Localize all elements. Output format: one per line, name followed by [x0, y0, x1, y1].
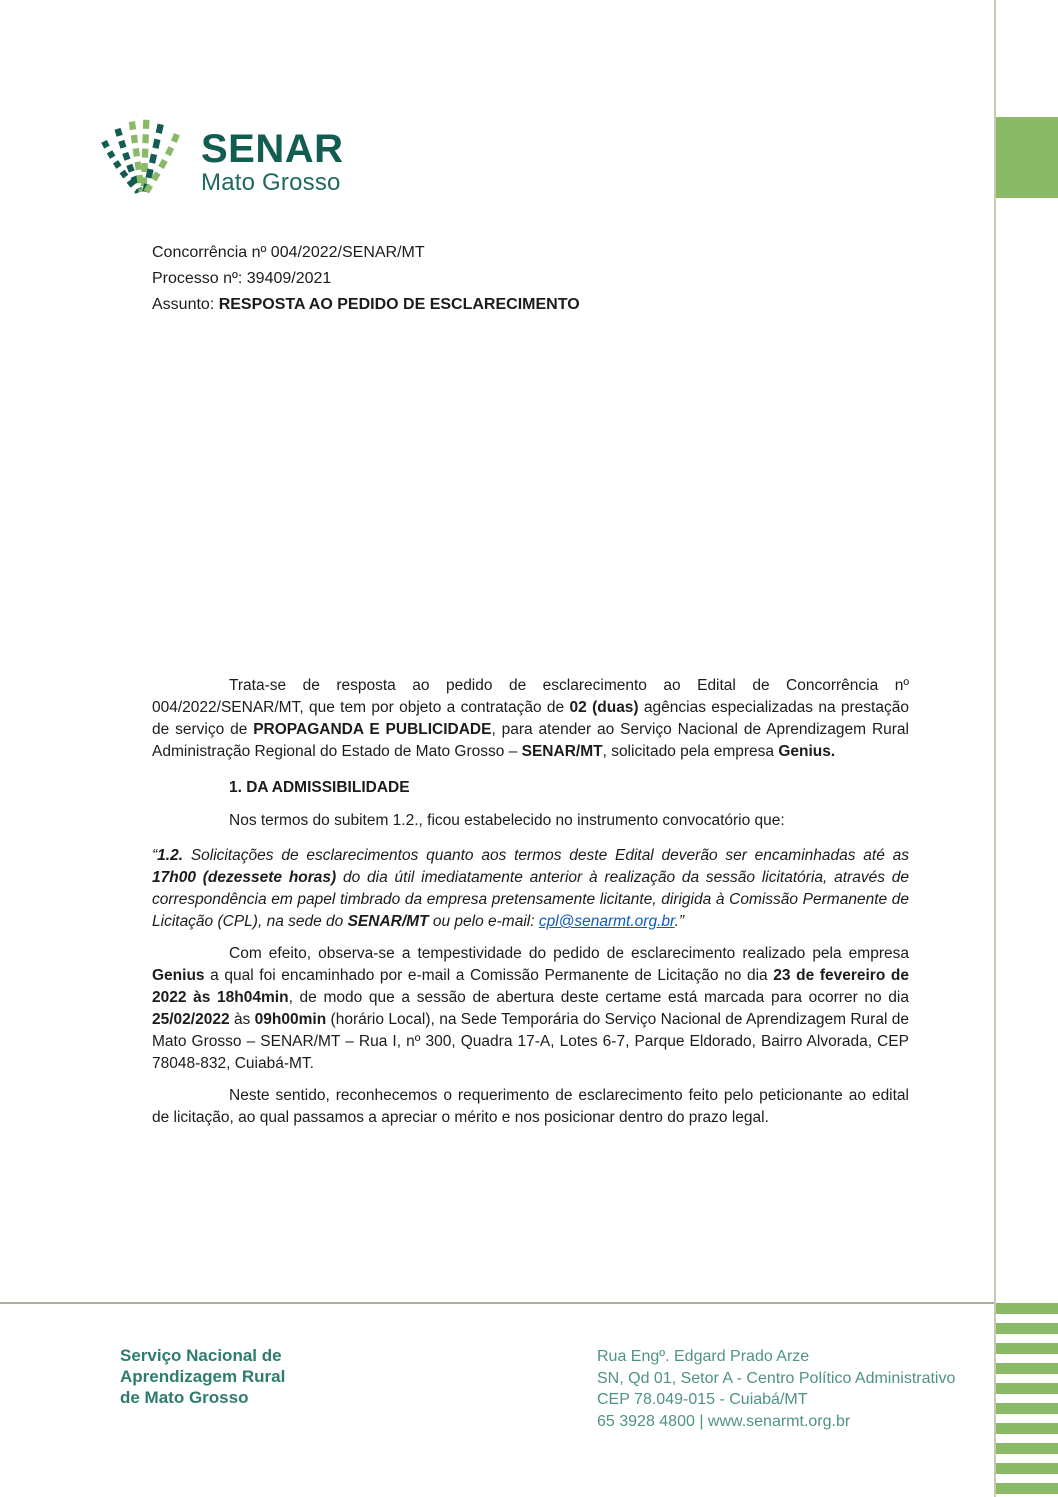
- logo-subtitle: Mato Grosso: [201, 169, 341, 196]
- text-run: 09h00min: [254, 1011, 327, 1028]
- text-run: 1.2.: [157, 847, 184, 864]
- right-edge-vertical-line: [994, 0, 996, 1497]
- footer-address-line: Rua Engº. Edgard Prado Arze: [597, 1348, 810, 1365]
- text-run: “: [152, 847, 158, 864]
- text-run: SENAR/MT: [347, 913, 429, 930]
- paragraph-neste-sentido: Neste sentido, reconhecemos o requerimento de esclarecimento feito pelo peticionante ao edital de licitação, ao qual passamos a apreciar o mérito e nos posicionar dentro do prazo legal.: [152, 1087, 909, 1126]
- email-link[interactable]: cpl@senarmt.org.br: [538, 913, 675, 930]
- text-run: , solicitado pela empresa: [602, 743, 779, 760]
- text-run: , para atender ao Serviço Nacional de Aprendizagem Rural Administração Regional do Estado de Mato Grosso –: [152, 721, 909, 760]
- reference-line-processo: Processo nº: 39409/2021: [152, 270, 332, 287]
- reference-line-concorrencia: Concorrência nº 004/2022/SENAR/MT: [152, 244, 425, 261]
- footer-address-line: SN, Qd 01, Setor A - Centro Político Administrativo: [597, 1369, 956, 1387]
- senar-logo-icon: [95, 110, 185, 198]
- quote-subitem-1-2: [152, 845, 909, 933]
- text-run: a qual foi encaminhado por e-mail a Comissão Permanente de Licitação no dia: [204, 967, 774, 984]
- paragraph-nos-termos: Nos termos do subitem 1.2., ficou estabelecido no instrumento convocatório que:: [229, 812, 785, 829]
- assunto-value: RESPOSTA AO PEDIDO DE ESCLARECIMENTO: [218, 296, 580, 313]
- assunto-label: Assunto:: [152, 296, 219, 313]
- text-run: Solicitações de esclarecimentos quanto aos termos deste Edital deverão ser encaminhadas até as: [183, 847, 909, 864]
- text-run: .”: [674, 913, 685, 930]
- footer-address-line: CEP 78.049-015 - Cuiabá/MT: [597, 1391, 808, 1408]
- footer-org-name: [120, 1345, 285, 1408]
- text-run: 23 de fevereiro de 2022 às 18h04min: [152, 967, 909, 1006]
- logo-name: SENAR: [201, 127, 344, 171]
- footer-org-line: de Mato Grosso: [120, 1388, 249, 1407]
- paragraph-intro: [152, 675, 909, 763]
- reference-block: [152, 240, 580, 318]
- paragraph-tempestividade: [152, 943, 909, 1075]
- text-run: (horário Local), na Sede Temporária do Serviço Nacional de Aprendizagem Rural de Mato Grosso – SENAR/MT – Rua I, nº 300, Quadra 17-A, Lotes 6-7, Parque Eldorado, Bairro Alvorada, CEP 78048-832, Cuiabá-MT.: [152, 1011, 909, 1072]
- text-run: às: [229, 1011, 255, 1028]
- document-body: [152, 675, 909, 1139]
- text-run: , de modo que a sessão de abertura deste certame está marcada para ocorrer no dia: [288, 989, 909, 1006]
- text-run: Trata-se de resposta ao pedido de esclarecimento ao Edital de Concorrência nº 004/2022/SENAR/MT, que tem por objeto a contratação de: [152, 677, 909, 716]
- footer-divider-line: [0, 1302, 994, 1304]
- reference-line-assunto: [152, 292, 580, 318]
- text-run: Com efeito, observa-se a tempestividade do pedido de esclarecimento realizado pela empresa: [229, 945, 909, 962]
- senar-logo: [95, 110, 344, 198]
- section-heading-admissibilidade: 1. DA ADMISSIBILIDADE: [229, 779, 410, 796]
- text-run: Genius: [152, 967, 205, 984]
- footer-address-line: 65 3928 4800 | www.senarmt.org.br: [597, 1412, 851, 1430]
- text-run: agências especializadas na prestação de serviço de: [152, 699, 909, 738]
- text-run: 25/02/2022: [152, 1011, 230, 1028]
- logo-wordmark: [201, 128, 344, 198]
- text-run: ou pelo e-mail:: [428, 913, 539, 930]
- text-run: SENAR/MT: [521, 743, 603, 760]
- footer-org-line: Serviço Nacional de: [120, 1346, 282, 1365]
- text-run: 02 (duas): [569, 699, 639, 716]
- top-right-green-block: [996, 117, 1058, 198]
- footer-address: [597, 1346, 955, 1432]
- footer-org-line: Aprendizagem Rural: [120, 1367, 286, 1386]
- text-run: Genius.: [778, 743, 836, 760]
- bottom-right-green-stripes: [996, 1303, 1058, 1497]
- text-run: do dia útil imediatamente anterior à realização da sessão licitatória, através de correspondência em papel timbrado da empresa pretensamente licitante, dirigida à Comissão Permanente de Licitação (CPL), na sede do: [152, 869, 909, 930]
- text-run: 17h00 (dezessete horas): [152, 869, 337, 886]
- text-run: PROPAGANDA E PUBLICIDADE: [253, 721, 492, 738]
